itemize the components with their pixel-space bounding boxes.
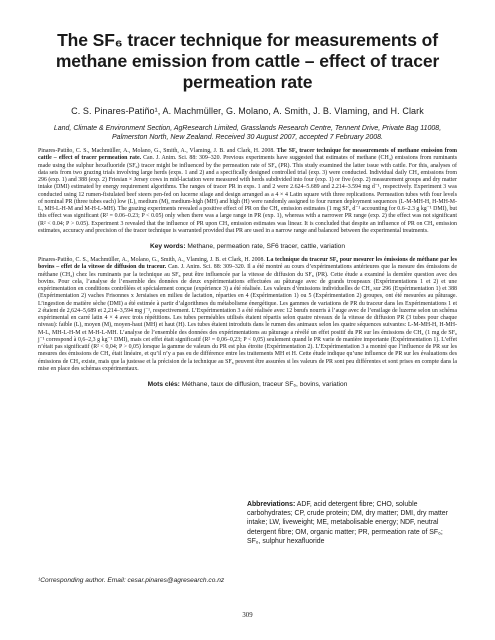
corresponding-author-footnote: ¹Corresponding author. Email: cesar.pinares@agresearch.co.nz [38, 577, 225, 585]
abstract-fr-body: Il a été montré au cours d’expérimentations antérieures que la mesure des émissions de méthane (CH₄) chez les ruminants par la technique au SF₆ peut être influencée par la vitesse de diffusion du SF₆ (PR). Cette étude a examiné la dernière question avec des bovins. Pour cela, l’analyse de l’ensemble des données de deux expérimentations effectuées au pâturage avec de grands troupeaux (Expérimentations 1 et 2) et une expérimentation en conditions contrôlées et spécialement conçue (expérience 3) a été réalisée. Les valeurs d’émissions individuelles de CH₄ sur 296 (Expérimentation 1) et 388 (Expérimentation 2) vaches Frisonnes x Jersiaises en milieu de lactation, réparties en 4 (Expérimentation 1) ou 5 (Expérimentation 2) groupes, ont été mesurées au pâturage. L’ingestion de matière sèche (DMI) a été estimée à partir d’algorithmes du métabolisme énergétique. Les gammes de variations de PR du traceur dans les Expérimentations 1 et 2 étaient de 2,624–5,689 et 2,214–3,594 mg j⁻¹, respectivement. L’Expérimentation 3 a été réalisée avec 12 bœufs nourris à l’auge avec de l’ensilage de luzerne selon un schéma expérimental en carré latin 4 × 4 avec trois répétitions. Les tubes perméables utilisés étaient répartis selon quatre niveaux de la vitesse de diffusion PR (3 tubes pour chaque niveau): faible (L), moyen (M), moyen-haut (MH) et haut (H). Les tubes étaient introduits dans le rumen des animaux selon les quatre séquences suivantes: L-M-MH-H, H-MH-M-L, MH-L-H-M et M-H-L-MH. L’analyse de l’ensemble des données des expérimentations au pâturage a révélé un effet positif du PR sur les émissions de CH₄ (1 mg de SF₆ j⁻¹ correspond à 0,6–2,3 g kg⁻¹ DMI), mais cet effet était significatif (R² = 0,06–0,23; P < 0,05) seulement quand le PR varie de manière importante (Expérimentation 1). L’effet n’était pas significatif (R² < 0,04; P > 0,05) lorsque la gamme de valeurs du PR est plus étroite (Expérimentation 2). L’Expérimentation 3 a montré que l’influence de PR sur les mesures des émissions de CH₄ était linéaire, et qu’il n’y a pas eu de différence entre les traitements MH et H. Cette étude indique qu’une influence de PR sur les évaluations des émissions de CH₄ existe, mais que la justesse et la précision de la technique au SF₆ peuvent être assurées si les valeurs de PR sont peu différentes et sont prises en compte dans la mise en place des schémas expérimentaux. [38, 264, 457, 372]
abbreviations-box [247, 500, 457, 546]
abstract-fr-citation: Pinares-Patiño, C. S., Machmüller, A., Molano, G., Smith, A., Vlaming, J. B. et Clark, H. 2008. [38, 257, 265, 263]
affiliation: Land, Climate & Environment Section, AgResearch Limited, Grasslands Research Centre, Tennent Drive, Private Bag 11008, Palmerston North, New Zealand. Received 30 August 2007, accepted 7 February 2008. [53, 125, 442, 141]
abstract-en-journal: Can. J. Anim. Sci. 88: 309–320. [143, 155, 222, 162]
abstract-french [38, 257, 457, 373]
abstract-english [38, 148, 457, 235]
abstract-en-citation: Pinares-Patiño, C. S., Machmüller, A., Molano, G., Smith, A., Vlaming, J. B. and Clark, H. 2008. [38, 148, 275, 154]
abbreviations-text: ADF, acid detergent fibre; CHO, soluble carbohydrates; CP, crude protein; DM, dry matter; DMI, dry matter intake; LW, liveweight; ME, metabolisable energy; NDF, neutral detergent fibre; OM, organic matter; PR, permeation rate of SF₆; SF₆, sulphur hexafluoride [247, 501, 448, 545]
keywords-en-text: Methane, permeation rate, SF6 tracer, cattle, variation [187, 243, 345, 250]
keywords-french [38, 381, 457, 388]
keywords-fr-label: Mots clés: [147, 381, 180, 388]
page-number: 309 [242, 612, 253, 619]
abbreviations-heading: Abbreviations: [247, 501, 296, 508]
abstract-fr-journal: Can. J. Anim. Sci. 88: 309–320. [168, 264, 246, 271]
keywords-english [38, 243, 457, 250]
author-list: C. S. Pinares-Patiño¹, A. Machmüller, G. Molano, A. Smith, J. B. Vlaming, and H. Clark [71, 106, 424, 116]
article-title: The SF₆ tracer technique for measurements of methane emission from cattle – effect of tracer permeation rate [55, 30, 440, 92]
page-footer [38, 500, 457, 620]
keywords-en-label: Key words: [150, 243, 186, 250]
keywords-fr-text: Méthane, taux de diffusion, traceur SF₆, bovins, variation [181, 381, 348, 388]
abstract-en-title: The SF₆ tracer technique for measurements of methane emission from cattle – effect of tracer permeation rate. [38, 148, 457, 162]
abstract-fr-title: La technique du traceur SF₆ pour mesurer les émissions de méthane par les bovins – effet de la vitesse de diffusion du traceur. [38, 257, 457, 271]
abstract-en-body: Previous experiments have suggested that estimates of methane (CH₄) emissions from ruminants made using the sulphur hexafluoride (SF₆) tracer might be influenced by the permeation rate of SF₆ (PR). This study examined the latter issue with cattle. For this, analyses of data sets from two grazing trials involving large herds (exps. 1 and 2) and a specifically designed controlled trial (exp. 3) were conducted. Individual daily CH₄ emissions from 296 (exp. 1) and 388 (exp. 2) Friesian × Jersey cows in mid-lactation were measured with herds subdivided into four (exp. 1) or five (exp. 2) measurement groups and dry matter intake (DMI) estimated by energy requirement algorithms. The ranges of tracer PR in exps. 1 and 2 were 2.624–5.689 and 2.214–3.594 mg d⁻¹, respectively. Experiment 3 was conducted using 12 rumen-fistulated beef steers pen-fed on lucerne silage and design arranged as a 4 × 4 Latin square with three replications. Permeation tubes with four levels of nominal PR (three tubes each) low (L), medium (M), medium-high (MH) and high (H) were randomly assigned to four rumen deployment sequences (L-M-MH-H, H-MH-M-L, MH-L-H-M and M-H-L-MH). The grazing experiments revealed a positive effect of PR on the CH₄ emission estimates (1 mg SF₆ d⁻¹ accounting for 0.6–2.3 g kg⁻¹ DMI), but this effect was significant (R² = 0.06–0.23; P < 0.05) only when there was a large range in PR (exp. 1), whereas with a narrower PR range (exp. 2) the effect was not significant (R² < 0.04; P > 0.05). Experiment 3 revealed that the influence of PR upon CH₄ emission estimates was linear. It is concluded that despite an influence of PR on CH₄ emission estimates, accuracy and precision of the tracer technique is warranted provided that PR are used in a narrow range and balanced between the experimental treatments. [38, 155, 457, 234]
